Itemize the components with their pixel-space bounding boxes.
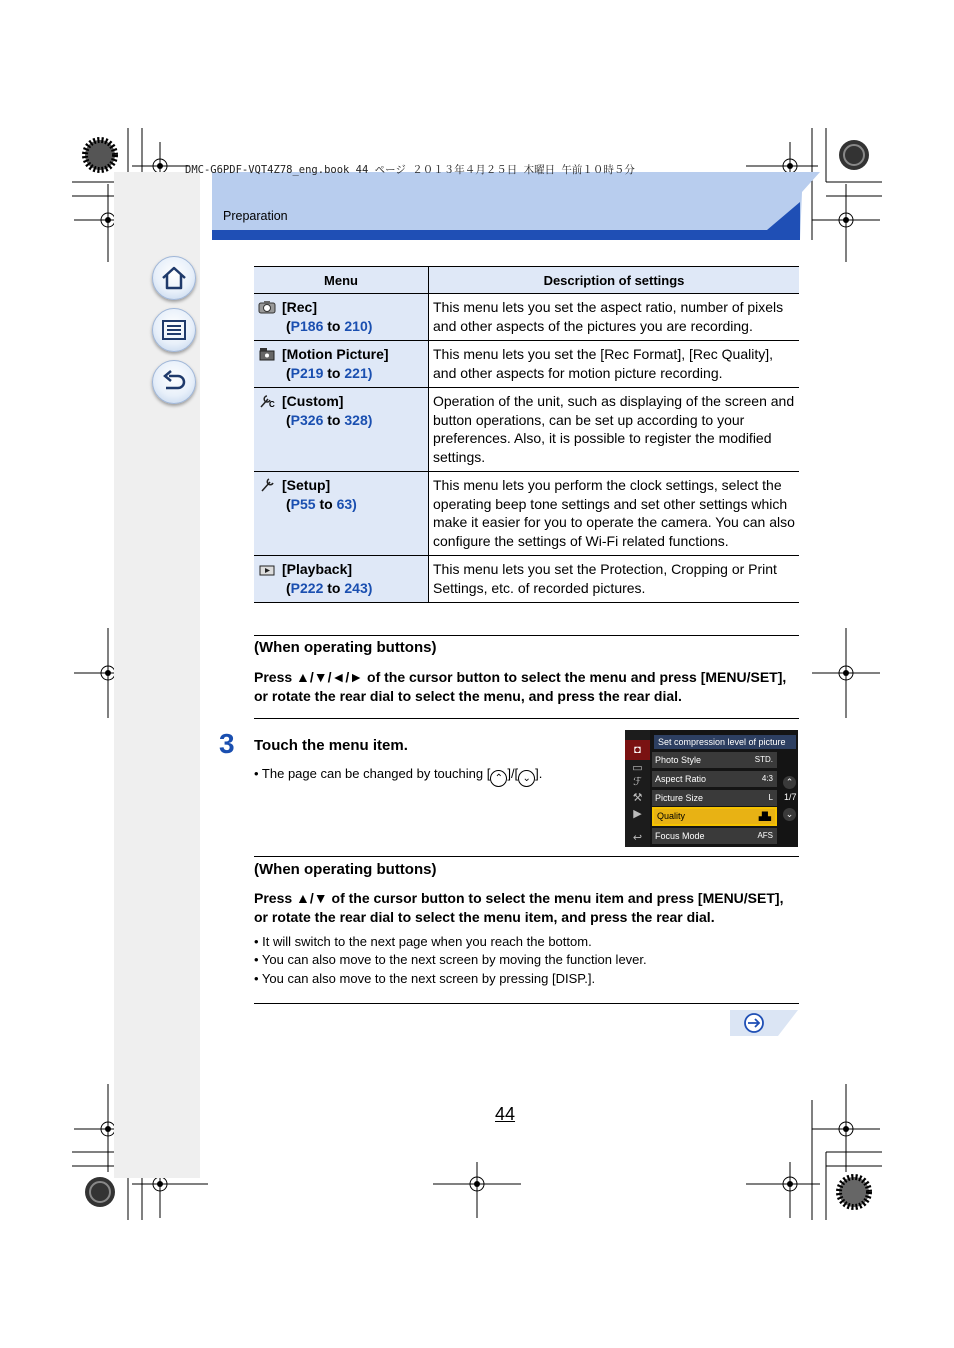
- menu-cell: [254, 472, 429, 556]
- camera-page-indicator: 1/7: [784, 792, 797, 802]
- quality-icon: ▟▙: [758, 812, 771, 821]
- rec-tab-icon: ◘: [634, 744, 641, 756]
- page-ref[interactable]: (P55 to 63): [286, 495, 357, 512]
- page-ref[interactable]: (P222 to 243): [286, 579, 373, 596]
- menu-list-button[interactable]: [152, 308, 196, 352]
- divider: [254, 635, 799, 636]
- step-title: Touch the menu item.: [254, 737, 408, 754]
- section-label: Preparation: [223, 209, 288, 223]
- description-cell: This menu lets you set the [Rec Format], [Rec Quality], and other aspects for motion picture recording.: [429, 341, 800, 388]
- menu-tab-column: [625, 730, 650, 847]
- camera-menu-item: Photo Style STD.: [652, 752, 777, 768]
- return-icon: ↩: [632, 832, 643, 844]
- motion-picture-icon: [258, 347, 276, 361]
- section-header-band: [212, 172, 820, 240]
- camera-menu-screenshot: [625, 730, 798, 847]
- back-icon: [160, 368, 188, 396]
- menu-name: [Motion Picture]: [282, 346, 389, 362]
- instruction-text: Press ▲/▼/◄/► of the cursor button to select the menu and press [MENU/SET], or rotate the rear dial to select the menu, and press the rear dial.: [254, 669, 787, 704]
- setup-wrench-icon: [258, 478, 276, 492]
- step-number: 3: [219, 728, 235, 759]
- book-info-line: DMC-G6PDF-VQT4Z78_eng.book 44 ページ ２０１３年４月２５日 木曜日 午前１０時５分: [185, 164, 635, 176]
- next-arrow-icon: [745, 1014, 763, 1032]
- camera-menu-item: Focus Mode AFS: [652, 828, 777, 844]
- table-row: [254, 388, 799, 472]
- menu-name: [Rec]: [282, 299, 318, 315]
- page-number: 44: [495, 1104, 516, 1124]
- description-column-header: Description of settings: [429, 267, 800, 294]
- next-page-button[interactable]: [730, 1010, 798, 1036]
- divider: [254, 718, 799, 719]
- note-bullet: • You can also move to the next screen by moving the function lever.: [254, 952, 647, 967]
- scroll-up-icon: ⌃: [490, 770, 507, 787]
- menu-column-header: Menu: [254, 267, 429, 294]
- description-cell: This menu lets you set the Protection, Cropping or Print Settings, etc. of recorded pictures.: [429, 556, 800, 603]
- description-cell: This menu lets you perform the clock settings, select the operating beep tone settings and set other settings which make it easier for you to operate the camera. You can also configure the settings of Wi-Fi related functions.: [429, 472, 800, 556]
- menu-list-icon: [160, 316, 188, 344]
- note-bullet: • You can also move to the next screen by pressing [DISP.].: [254, 971, 596, 986]
- menu-cell: [254, 341, 429, 388]
- camera-screen-title: Set compression level of picture: [654, 735, 796, 749]
- menu-name: [Setup]: [282, 477, 331, 493]
- playback-tab-icon: ▶: [633, 808, 642, 820]
- table-row: [254, 472, 799, 556]
- back-button[interactable]: [152, 360, 196, 404]
- motion-tab-icon: ▭: [632, 762, 643, 774]
- menu-cell: [254, 294, 429, 341]
- custom-wrench-icon: [258, 394, 276, 408]
- menu-cell: [254, 556, 429, 603]
- section-heading: (When operating buttons): [254, 639, 437, 656]
- table-row: [254, 556, 799, 603]
- scroll-down-icon: ⌄: [518, 770, 535, 787]
- table-row: [254, 341, 799, 388]
- description-cell: Operation of the unit, such as displaying of the screen and button operations, can be set up according to your preferences. Also, it is possible to register the modified settings.: [429, 388, 800, 472]
- rec-camera-icon: [258, 300, 276, 314]
- section-heading: (When operating buttons): [254, 861, 437, 878]
- divider: [254, 1003, 799, 1004]
- svg-text:C: C: [269, 400, 275, 408]
- playback-icon: [258, 562, 276, 576]
- instruction-text: Press ▲/▼ of the cursor button to select the menu item and press [MENU/SET], or rotate the rear dial to select the menu item, and press the rear dial.: [254, 890, 784, 925]
- step-note: • The page can be changed by touching [ ⌃ ]/[ ⌄ ].: [254, 765, 542, 787]
- setup-tab-icon: ⚒: [632, 792, 643, 804]
- page-down-icon: ⌄: [783, 808, 796, 821]
- page-ref[interactable]: (P326 to 328): [286, 411, 373, 428]
- page-ref[interactable]: (P186 to 210): [286, 317, 373, 334]
- camera-menu-item: Aspect Ratio 4:3: [652, 771, 777, 787]
- description-cell: This menu lets you set the aspect ratio, number of pixels and other aspects of the pictures you are recording.: [429, 294, 800, 341]
- camera-menu-item: Picture Size L: [652, 790, 777, 806]
- table-row: [254, 294, 799, 341]
- menu-name: [Custom]: [282, 393, 344, 409]
- menu-cell: [254, 388, 429, 472]
- note-bullet: • It will switch to the next page when you reach the bottom.: [254, 934, 592, 949]
- home-icon: [160, 264, 188, 292]
- menu-table: [254, 266, 799, 603]
- divider: [254, 856, 799, 857]
- menu-name: [Playback]: [282, 561, 353, 577]
- page-ref[interactable]: (P219 to 221): [286, 364, 373, 381]
- custom-tab-icon: ℱ: [633, 776, 642, 788]
- home-button[interactable]: [152, 256, 196, 300]
- camera-menu-item-selected: Quality ▟▙: [652, 807, 777, 826]
- page-up-icon: ⌃: [783, 776, 796, 789]
